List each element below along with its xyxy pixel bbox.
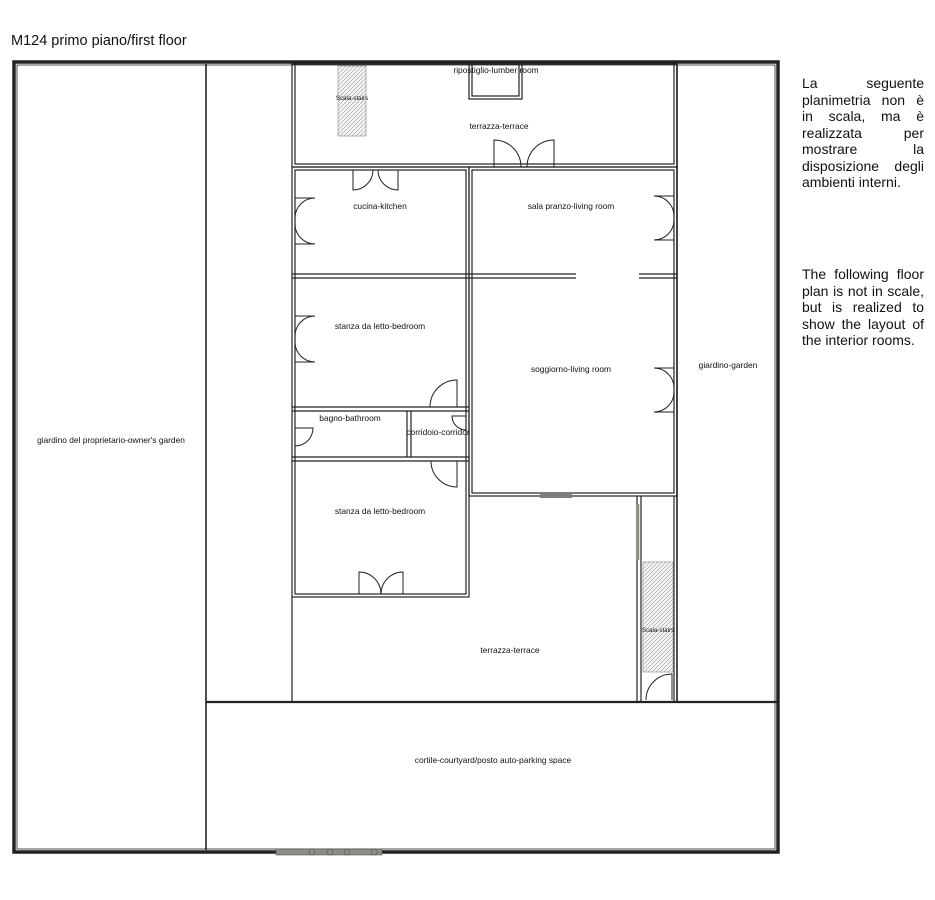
- label-bedroom-2: stanza da letto-bedroom: [334, 506, 426, 516]
- label-terrace-top: terrazza-terrace: [469, 121, 529, 131]
- note-italian: La seguente planimetria non è in scala, ma è realizzata per mostrare la disposizione degli ambienti interni.: [802, 75, 924, 190]
- label-living-room: soggiorno-living room: [530, 364, 612, 374]
- label-corridor: corridoio-corridor: [406, 427, 470, 437]
- plan-title: M124 primo piano/first floor: [11, 33, 187, 49]
- label-owners-garden: giardino del proprietario-owner's garden: [37, 435, 185, 445]
- label-stairs-top: Scala-stairs: [335, 95, 369, 102]
- entrance-gate: [276, 849, 382, 855]
- label-bathroom: bagno-bathroom: [319, 413, 381, 423]
- label-courtyard: cortile-courtyard/posto auto-parking space: [414, 755, 572, 765]
- window-openings: [540, 273, 639, 498]
- label-kitchen: cucina-kitchen: [353, 201, 407, 211]
- note-english: The following floor plan is not in scale, but is realized to show the layout of the interior rooms.: [802, 266, 924, 348]
- label-terrace-bottom: terrazza-terrace: [480, 645, 540, 655]
- label-stairs-bottom: Scala-stairs: [641, 627, 675, 634]
- label-dining-room: sala pranzo-living room: [527, 201, 615, 211]
- label-bedroom-1: stanza da letto-bedroom: [334, 321, 426, 331]
- label-lumber-room: ripostiglio-lumber room: [453, 65, 539, 75]
- label-garden: giardino-garden: [698, 360, 758, 370]
- stairs-bottom: [638, 504, 673, 672]
- building-walls: [292, 64, 677, 702]
